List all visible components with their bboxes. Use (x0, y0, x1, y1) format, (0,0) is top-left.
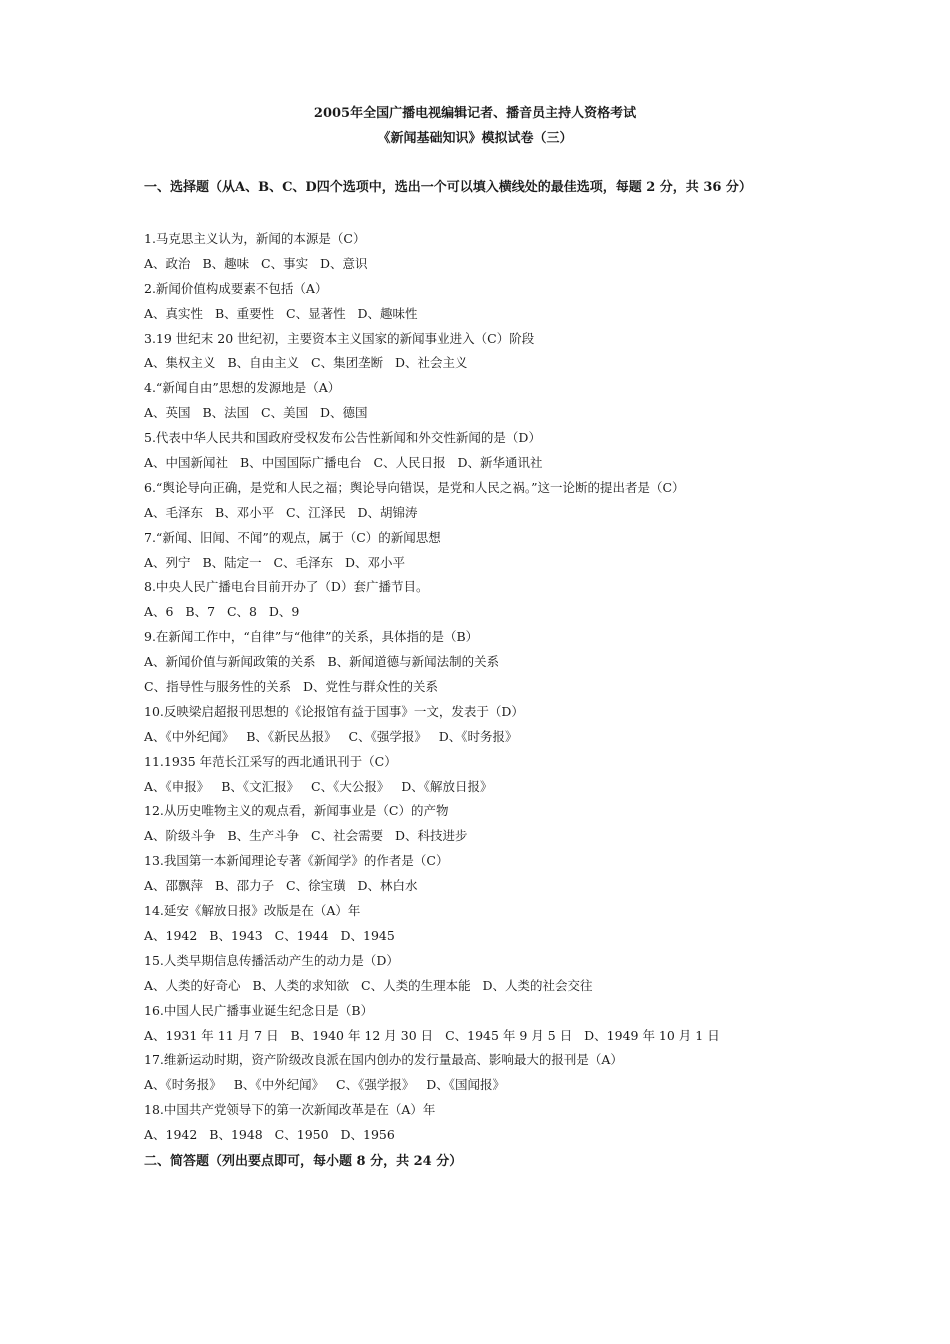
options-line: A、1942 B、1948 C、1950 D、1956 (144, 1127, 395, 1143)
document-subtitle: 《新闻基础知识》模拟试卷（三） (377, 131, 573, 146)
options-line: A、英国 B、法国 C、美国 D、德国 (144, 405, 368, 421)
options-line: A、中国新闻社 B、中国国际广播电台 C、人民日报 D、新华通讯社 (144, 455, 543, 471)
options-line: A、1931 年 11 月 7 日 B、1940 年 12 月 30 日 C、1945 年 9 月 5 日 D、1949 年 10 月 1 日 (144, 1027, 720, 1043)
question-line: 15.人类早期信息传播活动产生的动力是（D） (144, 952, 399, 968)
question-line: 6.“舆论导向正确，是党和人民之福；舆论导向错误，是党和人民之祸。”这一论断的提出者是（C） (144, 479, 685, 495)
options-line: A、列宁 B、陆定一 C、毛泽东 D、邓小平 (144, 554, 406, 570)
options-line: A、阶级斗争 B、生产斗争 C、社会需要 D、科技进步 (144, 828, 468, 844)
options-line: A、政治 B、趣味 C、事实 D、意识 (144, 255, 368, 271)
question-line: 10.反映梁启超报刊思想的《论报馆有益于国事》一文，发表于（D） (144, 703, 524, 719)
question-line: 7.“新闻、旧闻、不闻”的观点，属于（C）的新闻思想 (144, 529, 441, 545)
question-line: 16.中国人民广播事业诞生纪念日是（B） (144, 1002, 374, 1018)
question-list (144, 227, 844, 1148)
options-line: A、1942 B、1943 C、1944 D、1945 (144, 927, 395, 943)
question-line: 14.延安《解放日报》改版是在（A）年 (144, 903, 361, 919)
options-line: A、集权主义 B、自由主义 C、集团垄断 D、社会主义 (144, 355, 468, 371)
options-line: A、邵飘萍 B、邵力子 C、徐宝璜 D、林白水 (144, 878, 418, 894)
question-line: 12.从历史唯物主义的观点看，新闻事业是（C）的产物 (144, 803, 449, 819)
question-line: 8.中央人民广播电台目前开办了（D）套广播节目。 (144, 579, 429, 595)
question-line: 4.“新闻自由”思想的发源地是（A） (144, 380, 341, 396)
options-line: A、人类的好奇心 B、人类的求知欲 C、人类的生理本能 D、人类的社会交往 (144, 977, 593, 993)
section-heading-short-answer: 二、简答题（列出要点即可，每小题 8 分，共 24 分） (144, 1154, 463, 1169)
question-line: 18.中国共产党领导下的第一次新闻改革是在（A）年 (144, 1102, 436, 1118)
question-line: 1.马克思主义认为，新闻的本源是（C） (144, 231, 366, 246)
options-line: A、新闻价值与新闻政策的关系 B、新闻道德与新闻法制的关系 (144, 654, 500, 670)
options-line: A、6 B、7 C、8 D、9 (144, 604, 300, 620)
options-line: A、《时务报》 B、《中外纪闻》 C、《强学报》 D、《国闻报》 (144, 1077, 506, 1093)
question-line: 5.代表中华人民共和国政府受权发布公告性新闻和外交性新闻的是（D） (144, 430, 541, 446)
options-line: A、真实性 B、重要性 C、显著性 D、趣味性 (144, 305, 418, 321)
question-line: 17.维新运动时期，资产阶级改良派在国内创办的发行量最高、影响最大的报刊是（A） (144, 1052, 623, 1068)
question-line: 13.我国第一本新闻理论专著《新闻学》的作者是（C） (144, 853, 449, 869)
section-heading-multiple-choice: 一、选择题（从A、B、C、D四个选项中，选出一个可以填入横线处的最佳选项，每题 2 分，共 36 分） (144, 180, 752, 195)
question-line: 2.新闻价值构成要素不包括（A） (144, 280, 328, 296)
document-title: 2005年全国广播电视编辑记者、播音员主持人资格考试 (313, 106, 637, 121)
question-line: 9.在新闻工作中，“自律”与“他律”的关系，具体指的是（B） (144, 629, 479, 645)
question-line: 3.19 世纪末 20 世纪初，主要资本主义国家的新闻事业进入（C）阶段 (144, 330, 535, 346)
options-line: C、指导性与服务性的关系 D、党性与群众性的关系 (144, 679, 439, 695)
options-line: A、毛泽东 B、邓小平 C、江泽民 D、胡锦涛 (144, 504, 418, 520)
options-line: A、《中外纪闻》 B、《新民丛报》 C、《强学报》 D、《时务报》 (144, 728, 518, 744)
question-line: 11.1935 年范长江采写的西北通讯刊于（C） (144, 753, 397, 769)
options-line: A、《申报》 B、《文汇报》 C、《大公报》 D、《解放日报》 (144, 778, 493, 794)
